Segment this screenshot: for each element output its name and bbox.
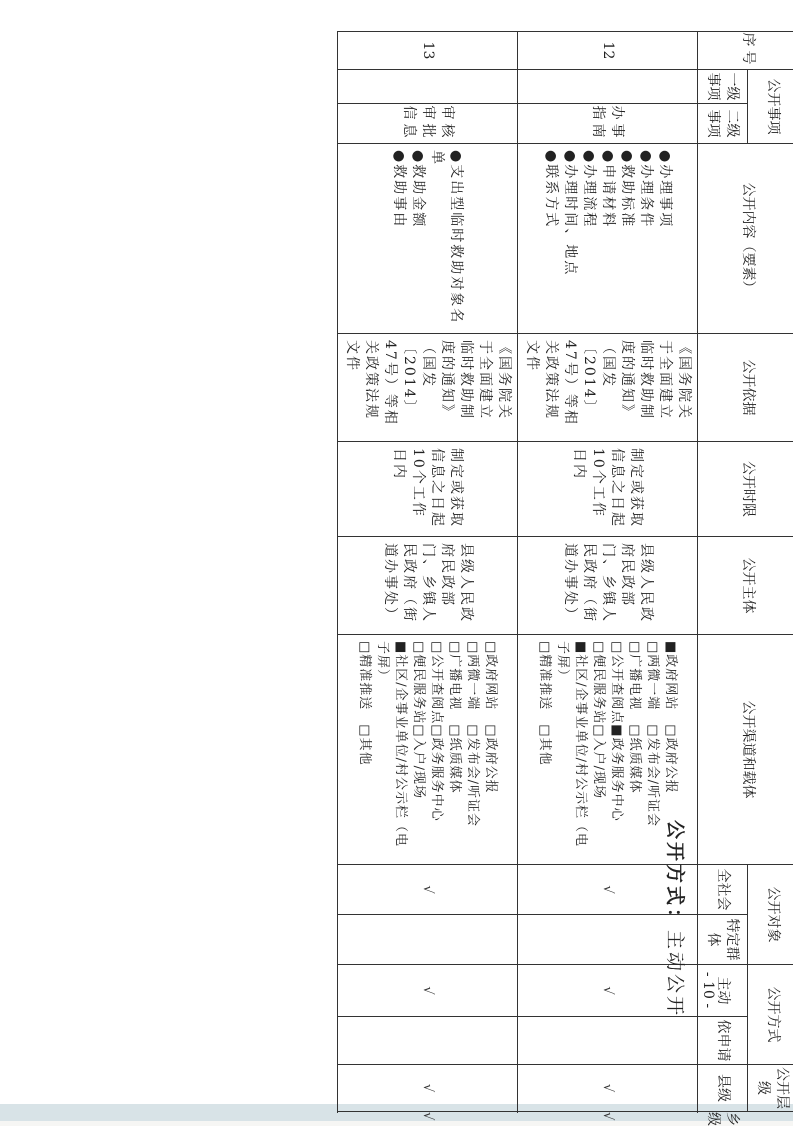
channel-line: □公开查阅点□政务服务中心	[428, 641, 446, 858]
header-target-all: 全社会	[698, 865, 748, 915]
row-target-specific-check	[338, 915, 518, 965]
header-item-group: 公开事项	[748, 70, 793, 144]
row-method-active-check: √	[338, 965, 518, 1017]
row-method-active-check: √	[518, 965, 698, 1017]
header-basis: 公开依据	[698, 334, 793, 442]
content-item: ●办理事项	[655, 150, 674, 327]
row-subject: 县级人民政府民政部门、乡镇人民政府（街道办事处）	[338, 537, 518, 635]
header-method-active: 主动	[698, 965, 748, 1017]
header-level-county: 县级	[698, 1065, 748, 1112]
channel-line: □精准推送 □其他	[536, 641, 554, 858]
content-item: ●办理时间、地点	[560, 150, 579, 327]
channel-line: □政府网站 □政府公报	[482, 641, 500, 858]
header-method-request: 依申请	[698, 1017, 748, 1065]
rotated-table-wrapper	[108, 31, 793, 1111]
row-time-limit: 制定或获取信息之日起10个工作日内	[338, 442, 518, 537]
header-method-group: 公开方式	[748, 965, 793, 1065]
header-row-1	[748, 32, 793, 1112]
row-level-county-check: √	[338, 1065, 518, 1112]
channel-line: □公开查阅点■政务服务中心	[608, 641, 626, 858]
row-seq: 12	[518, 32, 698, 70]
disclosure-table	[337, 31, 793, 1112]
content-item: ●救助标准	[617, 150, 636, 327]
content-item: ●支出型临时救助对象名单	[428, 150, 466, 327]
row-time-limit: 制定或获取信息之日起10个工作日内	[518, 442, 698, 537]
row-item-l1	[518, 70, 698, 104]
row-item-l2: 办事指南	[518, 104, 698, 144]
content-item: ●救助金额	[409, 150, 428, 327]
row-basis: 《国务院关于全面建立临时救助制度的通知》（国发〔2014〕47号）等相关政策法规文件	[518, 334, 698, 442]
row-item-l2: 审核审批信息	[338, 104, 518, 144]
page-number: - 10 -	[696, 960, 716, 1020]
header-level-group: 公开层级	[748, 1065, 793, 1112]
row-content	[338, 144, 518, 334]
row-target-all-check: √	[518, 865, 698, 915]
content-item: ●救助事由	[390, 150, 409, 327]
content-item: ●联系方式	[541, 150, 560, 327]
method-value: 主动公开	[664, 930, 686, 1018]
method-label: 公开方式：	[664, 820, 686, 930]
channel-line: □两微一端 □发布会/听证会	[464, 641, 482, 858]
content-item: ●办理流程	[579, 150, 598, 327]
row-channels	[338, 635, 518, 865]
channel-line: ■政府网站 □政府公报	[662, 641, 680, 858]
header-time-limit: 公开时限	[698, 442, 793, 537]
table-row	[338, 32, 518, 1112]
row-method-request-check	[338, 1017, 518, 1065]
header-seq: 序号	[698, 32, 793, 70]
header-channels: 公开渠道和载体	[698, 635, 793, 865]
row-item-l1	[338, 70, 518, 104]
channel-line: □便民服务站□入户/现场	[590, 641, 608, 858]
channel-line: ■社区/企事业单位/村公示栏（电子屏）	[374, 641, 410, 858]
row-subject: 县级人民政府民政部门、乡镇人民政府（街道办事处）	[518, 537, 698, 635]
header-item-l1: 一级事项	[698, 70, 748, 104]
row-target-all-check: √	[338, 865, 518, 915]
content-item: ●申请材料	[598, 150, 617, 327]
content-item: ●办理条件	[636, 150, 655, 327]
row-seq: 13	[338, 32, 518, 70]
row-level-county-check: √	[518, 1065, 698, 1112]
row-basis: 《国务院关于全面建立临时救助制度的通知》（国发〔2014〕47号）等相关政策法规文件	[338, 334, 518, 442]
row-content	[518, 144, 698, 334]
channel-line: □便民服务站□入户/现场	[410, 641, 428, 858]
channel-line: ■社区/企事业单位/村公示栏（电子屏）	[554, 641, 590, 858]
channel-line: □广播电视 □纸质媒体	[626, 641, 644, 858]
header-subject: 公开主体	[698, 537, 793, 635]
header-target-group: 公开对象	[748, 865, 793, 965]
header-item-l2: 二级事项	[698, 104, 748, 144]
disclosure-method-footer	[660, 820, 690, 1120]
channel-line: □两微一端 □发布会/听证会	[644, 641, 662, 858]
channel-line: □广播电视 □纸质媒体	[446, 641, 464, 858]
header-target-specific: 特定群体	[698, 915, 748, 965]
header-content: 公开内容（要素）	[698, 144, 793, 334]
channel-line: □精准推送 □其他	[356, 641, 374, 858]
